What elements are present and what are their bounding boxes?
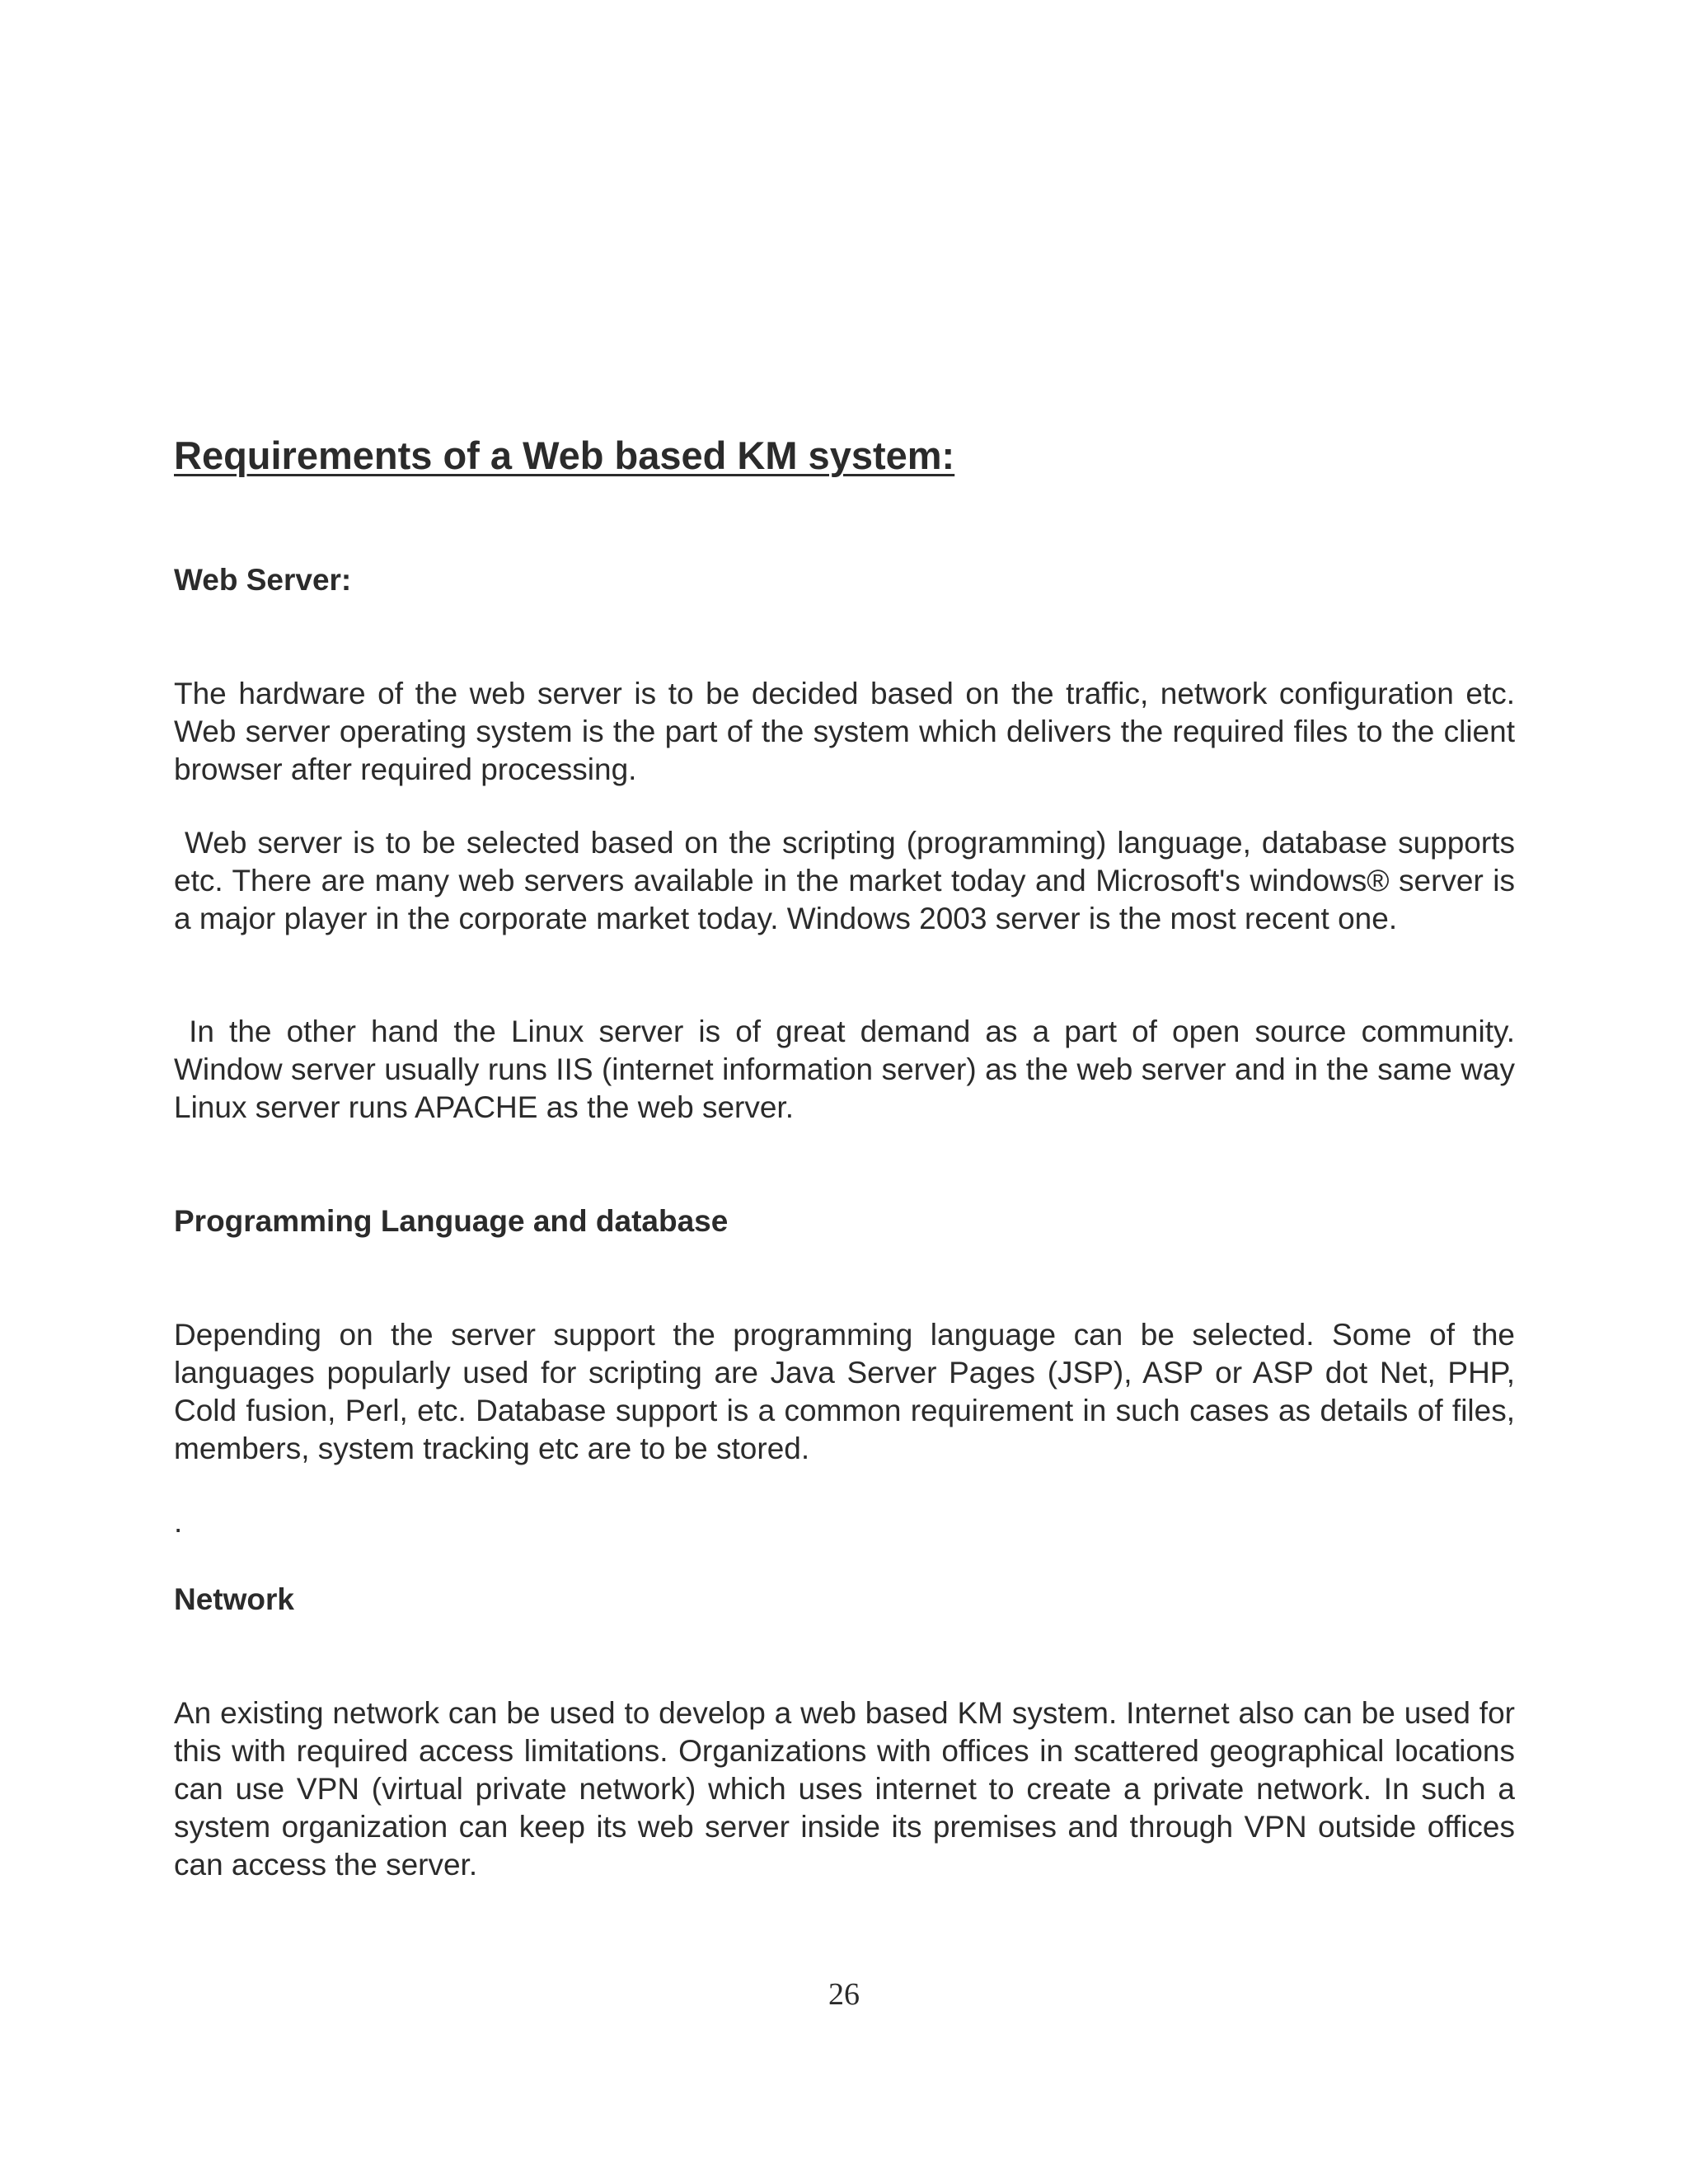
heading-network: Network [174, 1582, 294, 1616]
page-title: Requirements of a Web based KM system: [174, 434, 955, 477]
paragraph-web-server-hardware: The hardware of the web server is to be decided based on the traffic, network configuration etc. Web server operating system is the part of the system which delivers the required files to the client browser after required processing. [174, 677, 1515, 786]
paragraph-network: An existing network can be used to develop a web based KM system. Internet also can be used for this with required access limitations. Organizations with offices in scattered geographical locations can use VPN (virtual private network) which uses internet to create a private network. In such a system organization can keep its web server inside its premises and through VPN outside offices can access the server. [174, 1696, 1515, 1882]
paragraph-programming-language: Depending on the server support the programming language can be selected. Some of the languages popularly used for scripting are Java Server Pages (JSP), ASP or ASP dot Net, PHP, Cold fusion, Perl, etc. Database support is a common requirement in such cases as details of files, members, system tracking etc are to be stored. [174, 1318, 1515, 1465]
stray-dot: . [174, 1505, 183, 1539]
heading-programming-language: Programming Language and database [174, 1204, 729, 1238]
page-number: 26 [828, 1977, 860, 2012]
paragraph-web-server-selection: Web server is to be selected based on the scripting (programming) language, database supports etc. There are many web servers available in the market today and Microsoft's windows® server is a major player in the corporate market today. Windows 2003 server is the most recent one. [174, 826, 1524, 935]
heading-web-server: Web Server: [174, 563, 352, 597]
paragraph-linux-server: In the other hand the Linux server is of great demand as a part of open source community. Window server usually runs IIS (internet information server) as the web server and in the same way Linux server runs APACHE as the web server. [174, 1015, 1524, 1124]
